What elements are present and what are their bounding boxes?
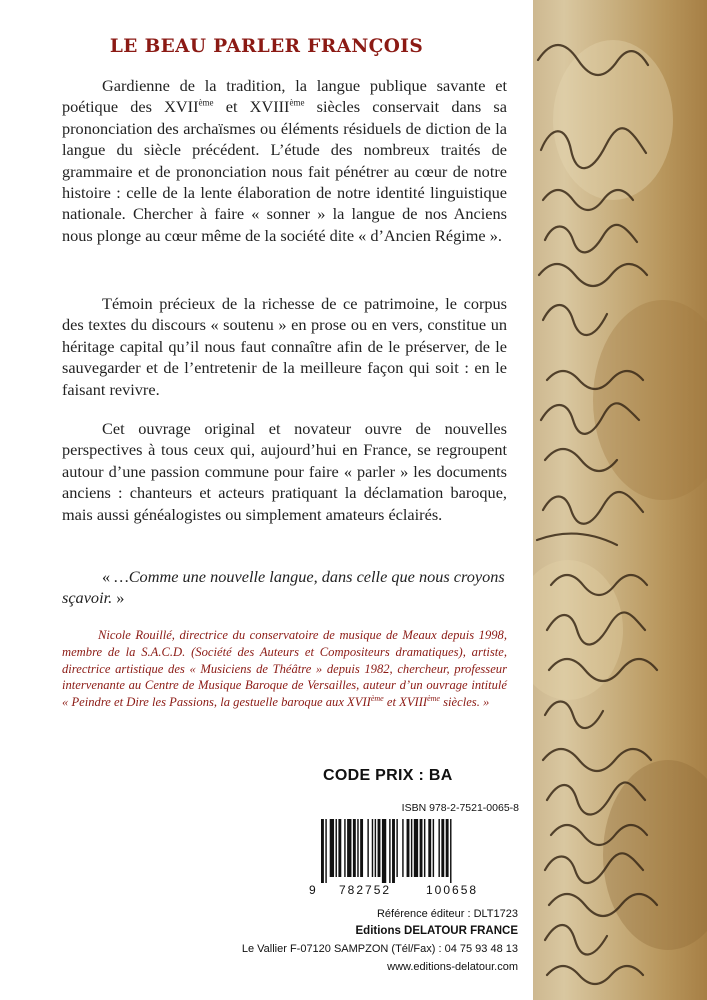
barcode-bar [392,819,395,883]
barcode-bar [450,819,451,883]
publisher-address: Le Vallier F-07120 SAMPZON (Tél/Fax) : 04 75 93 48 13 [241,943,518,955]
barcode-bar [382,819,386,883]
barcode-bar [367,819,368,877]
barcode-bar [330,819,334,877]
barcode-bar [360,819,363,877]
barcode-bar [336,819,337,877]
publisher-reference: Référence éditeur : DLT1723 [376,908,518,920]
barcode-bar [338,819,341,877]
barcode-bars [309,819,519,883]
paragraph-ouvrage: Cet ouvrage original et novateur ouvre de nouvelles perspectives à tous ceux qui, aujourd’hui en France, se regroupent autour d’une passion commune pour faire « parler » les documents anciens : chanteurs et acteurs pratiquant la déclamation baroque, mais aussi généalogistes ou simplement amateurs éclairés. [62,419,507,524]
bio-part-b: et XVIII [383,695,428,710]
superscript-eme: ème [370,694,384,703]
barcode-bar [378,819,381,877]
paragraph-intro-part-a: Gardienne de la tradition, la langue publique savante et poétique des XVII [62,76,507,117]
barcode-bar [353,819,356,877]
price-code: CODE PRIX : BA [323,767,453,784]
handwriting-strokes [533,0,707,1000]
manuscript-background-image [533,0,707,1000]
barcode-bar [424,819,425,877]
paragraph-intro-part-c: siècles conservait dans sa prononciation des archaïsmes ou éléments résiduels de diction de la langue du siècle précédent. L’étude des nombreux traités de grammaire et de prononciation nous fait pénétrer au cœur de notre histoire : celle de la lente élaboration de notre identité linguistique nationale. Chercher à faire « sonner » la langue de nos Anciens nous plonge au cœur même de la société dite « d’Ancien Régime ». [62,97,507,245]
superscript-eme: ème [289,97,305,108]
barcode-bar [446,819,449,877]
barcode-bar [396,819,397,877]
barcode-bar [375,819,376,877]
barcode-bar [433,819,434,877]
superscript-eme: ème [427,694,440,703]
barcode-bar [411,819,412,877]
barcode-first-digit: 9 [309,883,316,897]
barcode-bar [420,819,423,877]
quote-open-mark: « [102,567,115,586]
barcode-bar [407,819,410,877]
quote-close-mark: » [112,588,125,608]
barcode-bar [438,819,439,877]
quote-body: …Comme une nouvelle langue, dans celle que nous croyons sçavoir. [62,567,505,608]
bio-part-a: Nicole Rouillé, directrice du conservatoire de musique de Meaux depuis 1998, membre de la S.A.C.D. (Société des Auteurs et Compositeurs dramatiques), artiste, directrice artistique des « Musiciens de Théâtre » depuis 1982, chercheur, professeur intervenante au Centre de Musique Baroque de Versailles, auteur d’un ouvrage intitulé « Peindre et Dire les Passions, la gestuelle baroque aux XVII [62,628,507,710]
superscript-eme: ème [198,97,214,108]
barcode-bar [372,819,373,877]
paragraph-intro [62,75,507,246]
barcode-bar [389,819,390,883]
author-biography [62,627,507,711]
publisher-website: www.editions-delatour.com [387,961,518,973]
publisher-name: Editions DELATOUR FRANCE [355,925,518,937]
paragraph-intro-part-b: et XVIII [213,97,290,117]
isbn-number: ISBN 978-2-7521-0065-8 [401,802,519,814]
barcode-bar [344,819,345,877]
barcode-bar [428,819,431,877]
paragraph-heritage: Témoin précieux de la richesse de ce patrimoine, le corpus des textes du discours « soutenu » en prose ou en vers, constitue un héritage capital qu’il nous faut connaître afin de le préserver, de le sauvegarder et de l’entretenir de la meilleure façon qui soit : en le faisant revivre. [62,294,507,399]
barcode-bar [402,819,403,877]
barcode-bar [357,819,358,877]
barcode-bar [325,819,326,883]
barcode-bar [321,819,324,883]
quotation [62,566,507,609]
barcode-right-digits: 100658 [426,883,479,897]
barcode-bar [441,819,444,877]
barcode-left-digits: 782752 [339,883,392,897]
barcode-bar [347,819,351,877]
barcode [309,819,519,899]
barcode-bar [414,819,418,877]
book-title: LE BEAU PARLER FRANÇOIS [109,36,424,57]
bio-part-c: siècles. » [439,695,490,710]
